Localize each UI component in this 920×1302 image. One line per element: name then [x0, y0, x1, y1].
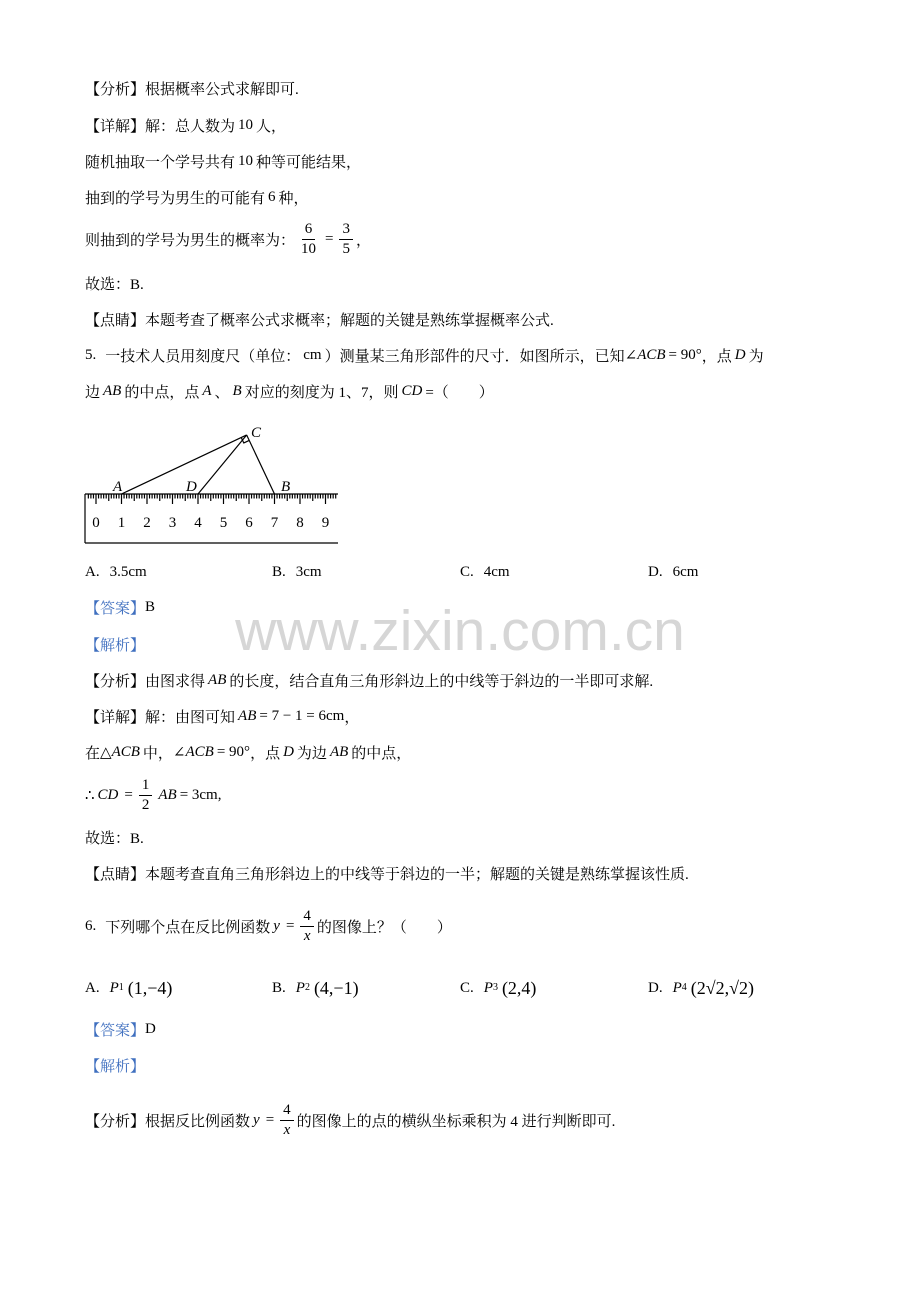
- explain-tag: 【解析】: [85, 1058, 146, 1075]
- q5-comment-line: [85, 863, 689, 883]
- fraction-numerator: 1: [139, 777, 153, 796]
- stem-text: 为: [748, 348, 764, 365]
- detail-text: 抽到的学号为男生的可能有: [85, 190, 266, 207]
- fraction-denominator: 5: [342, 240, 350, 257]
- point-name: P: [483, 979, 493, 996]
- segment-name: CD: [97, 786, 119, 803]
- prev-detail-line-4: [85, 219, 371, 259]
- equals-sign: =: [265, 1111, 275, 1128]
- option-value: 3cm: [295, 563, 322, 580]
- choose-text: 故选：B.: [85, 276, 144, 293]
- point-label-c: C: [251, 425, 262, 441]
- ruler-number: 2: [143, 515, 151, 531]
- detail-text: 的中点，: [351, 745, 412, 762]
- therefore-symbol: ∴: [85, 787, 95, 804]
- segment-ac: [122, 435, 247, 494]
- point-name: D: [283, 743, 294, 760]
- prev-detail-line-2: [85, 151, 361, 171]
- prev-detail-line: [85, 115, 286, 135]
- segment-name: AB: [158, 786, 177, 803]
- fraction-denominator: 10: [301, 240, 317, 257]
- q5-analysis-line: [85, 670, 653, 690]
- option-label: B.: [272, 979, 286, 996]
- analysis-text: 由图求得: [145, 673, 206, 690]
- analysis-text: 根据概率公式求解即可.: [145, 81, 299, 98]
- ruler-number: 1: [117, 515, 126, 531]
- detail-text: 在: [85, 745, 101, 762]
- separator: 、: [214, 384, 230, 401]
- point-coordinates: (2√2,√2): [690, 977, 755, 998]
- detail-text: ，: [344, 709, 360, 726]
- comment-tag: 【点睛】: [85, 312, 146, 329]
- detail-text: 解：由图可知: [145, 709, 236, 726]
- comment-tag: 【点睛】: [85, 866, 146, 883]
- point-name: D: [734, 346, 746, 363]
- q6-option-b: B. P 2 (4,−1): [272, 977, 359, 998]
- unit-text: cm: [303, 346, 322, 363]
- fraction: [339, 221, 353, 258]
- comment-text: 本题考查了概率公式求概率；解题的关键是熟练掌握概率公式.: [145, 312, 554, 329]
- point-name: P: [672, 979, 682, 996]
- point-name: P: [109, 979, 119, 996]
- segment-dc: [198, 435, 247, 494]
- q5-option-c: [460, 560, 510, 584]
- stem-text: 一技术人员用刻度尺（单位：: [105, 348, 301, 365]
- detail-number: 10: [238, 116, 254, 133]
- angle-value: = 90°: [668, 346, 702, 363]
- angle-name: ACB: [185, 743, 214, 760]
- detail-text: 人，: [256, 118, 287, 135]
- detail-text: 种等可能结果，: [256, 154, 362, 171]
- prev-analysis-line: [85, 78, 299, 98]
- ruler: [85, 494, 338, 543]
- ruler-number: 7: [270, 515, 279, 531]
- q5-detail-line-3: [85, 775, 221, 815]
- angle-name: ACB: [637, 346, 666, 363]
- angle-value: = 90°: [216, 743, 251, 760]
- q5-detail-line: [85, 706, 359, 726]
- analysis-tag: 【分析】: [85, 673, 146, 690]
- analysis-tag: 【分析】: [85, 1113, 146, 1130]
- q6-explain-line: [85, 1055, 145, 1075]
- fraction-denominator: x: [303, 927, 311, 944]
- option-label: C.: [460, 563, 474, 580]
- question-number: 5.: [85, 346, 97, 363]
- answer-tag: 【答案】: [85, 600, 146, 617]
- explain-tag: 【解析】: [85, 637, 146, 654]
- option-label: B.: [272, 563, 286, 580]
- fraction-numerator: 6: [302, 221, 316, 240]
- segment-bc: [247, 435, 275, 494]
- variable-y: y: [253, 1111, 260, 1128]
- fraction: [298, 221, 319, 258]
- q5-option-a: [85, 560, 147, 584]
- analysis-text: 的长度，结合直角三角形斜边上的中线等于斜边的一半即可求解.: [229, 673, 654, 690]
- option-label: A.: [85, 563, 100, 580]
- fraction-numerator: 4: [300, 908, 314, 927]
- ruler-number: 3: [168, 515, 177, 531]
- ruler-number: 4: [194, 515, 202, 531]
- fraction-denominator: x: [283, 1121, 291, 1138]
- detail-text: 则抽到的学号为男生的概率为：: [85, 232, 296, 249]
- watermark: www.zixin.com.cn: [235, 599, 685, 663]
- ruler-number: 9: [321, 515, 330, 531]
- answer-value: D: [145, 1020, 156, 1037]
- triangle-name: ACB: [111, 743, 140, 760]
- q6-answer-line: [85, 1019, 156, 1039]
- prev-detail-line-3: [85, 187, 309, 207]
- answer-tag: 【答案】: [85, 1022, 146, 1039]
- detail-text: 解：总人数为: [145, 118, 236, 135]
- comment-text: 本题考查直角三角形斜边上的中线等于斜边的一半；解题的关键是熟练掌握该性质.: [145, 866, 689, 883]
- point-label-d: D: [186, 479, 197, 495]
- q6-option-c: C. P 3 (2,4): [460, 977, 537, 998]
- point-name: B: [232, 382, 242, 399]
- fraction: [280, 1102, 294, 1139]
- option-label: D.: [648, 979, 663, 996]
- angle-symbol: ∠: [172, 744, 186, 761]
- detail-text: 中，: [142, 745, 173, 762]
- ruler-number: 6: [245, 515, 253, 531]
- fraction: [139, 777, 153, 814]
- triangle-symbol: △: [100, 744, 112, 761]
- analysis-text: 根据反比例函数: [145, 1113, 251, 1130]
- point-name: A: [202, 382, 212, 399]
- q5-option-d: [648, 560, 698, 584]
- ruler-ticks: [88, 494, 335, 504]
- ruler-number: 8: [296, 515, 304, 531]
- calculation: = 3cm: [179, 786, 218, 803]
- option-value: 4cm: [483, 563, 510, 580]
- segment-name: AB: [238, 707, 257, 724]
- segment-name: AB: [208, 671, 227, 688]
- calculation: = 7 − 1 = 6cm: [259, 707, 345, 724]
- equals-sign: =: [285, 917, 295, 934]
- fraction-denominator: 2: [141, 796, 150, 813]
- question-number: 6.: [85, 917, 97, 934]
- q5-stem-line-2: [85, 381, 494, 401]
- stem-text: =（ ）: [425, 384, 494, 401]
- ruler-number: 0: [92, 515, 100, 531]
- fraction: [300, 908, 314, 945]
- option-label: A.: [85, 979, 100, 996]
- detail-text: 随机抽取一个学号共有: [85, 154, 236, 171]
- prev-choose-line: [85, 273, 144, 293]
- point-coordinates: (4,−1): [313, 977, 359, 998]
- q5-detail-line-2: [85, 742, 411, 762]
- detail-text: ，: [355, 232, 371, 249]
- point-name: P: [295, 979, 305, 996]
- ruler-triangle-figure: [80, 415, 345, 550]
- analysis-text: 的图像上的点的横纵坐标乘积为 4 进行判断即可.: [296, 1113, 616, 1130]
- q6-option-d: D. P 4 (2√2,√2): [648, 977, 755, 998]
- fraction-numerator: 4: [280, 1102, 294, 1121]
- point-label-b: B: [281, 479, 291, 495]
- equals-sign: =: [124, 786, 133, 803]
- stem-text: 的图像上？（ ）: [316, 919, 452, 936]
- q5-stem-line-1: [85, 345, 764, 365]
- stem-text: ，点: [701, 348, 732, 365]
- segment-name: AB: [103, 382, 122, 399]
- choose-text: 故选：B.: [85, 830, 144, 847]
- detail-tag: 【详解】: [85, 118, 146, 135]
- q5-choose-line: [85, 827, 144, 847]
- option-value: 3.5cm: [109, 563, 147, 580]
- angle-symbol: ∠: [624, 347, 638, 364]
- stem-text: 下列哪个点在反比例函数: [105, 919, 271, 936]
- detail-number: 10: [238, 152, 254, 169]
- q5-answer-line: [85, 597, 155, 617]
- stem-text: 边: [85, 384, 101, 401]
- stem-text: 对应的刻度为 1、7，则: [244, 384, 399, 401]
- segment-name: AB: [329, 743, 349, 760]
- detail-text: 种，: [278, 190, 309, 207]
- detail-tag: 【详解】: [85, 709, 146, 726]
- detail-number: 6: [268, 188, 276, 205]
- q5-explain-line: [85, 634, 145, 654]
- prev-comment-line: [85, 309, 554, 329]
- option-label: D.: [648, 563, 663, 580]
- answer-value: B: [145, 598, 156, 615]
- detail-text: ,: [217, 786, 222, 803]
- q5-option-b: [272, 560, 322, 584]
- stem-text: 的中点，点: [124, 384, 200, 401]
- fraction-numerator: 3: [339, 221, 353, 240]
- option-label: C.: [460, 979, 474, 996]
- option-value: 6cm: [672, 563, 699, 580]
- q6-stem-line: [85, 906, 452, 946]
- detail-text: ，点: [250, 745, 281, 762]
- q6-analysis-line: [85, 1100, 615, 1140]
- point-coordinates: (2,4): [501, 977, 537, 998]
- q6-option-a: A. P 1 (1,−4): [85, 977, 173, 998]
- equals-sign: =: [325, 230, 334, 247]
- analysis-tag: 【分析】: [85, 81, 146, 98]
- variable-y: y: [273, 917, 280, 934]
- ruler-number: 5: [219, 515, 228, 531]
- detail-text: 为边: [296, 745, 327, 762]
- ruler-numbers: [92, 515, 329, 531]
- segment-name: CD: [401, 382, 423, 399]
- stem-text: ）测量某三角形部件的尺寸．如图所示，已知: [324, 348, 625, 365]
- point-coordinates: (1,−4): [127, 977, 173, 998]
- triangle: [122, 435, 275, 494]
- point-label-a: A: [113, 479, 123, 495]
